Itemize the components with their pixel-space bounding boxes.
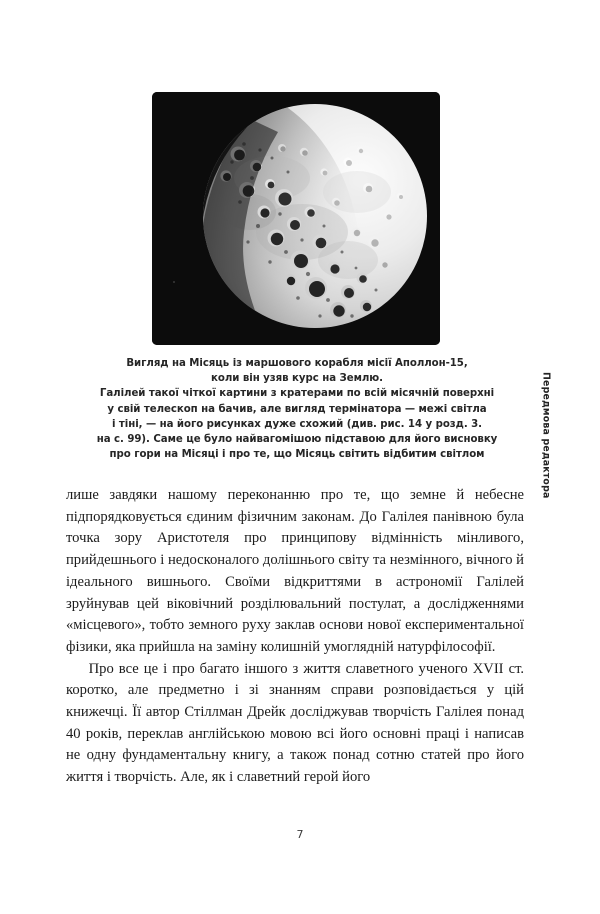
- body-text: [66, 485, 524, 789]
- figure-caption: [62, 356, 532, 462]
- running-head: [536, 372, 556, 502]
- figure-block: [152, 92, 440, 345]
- caption-line-6: на с. 99). Саме це було найвагомішою підставою для його висновку: [96, 434, 498, 446]
- caption-line-1: Вигляд на Місяць із маршового корабля місії Аполлон-15,: [126, 358, 468, 369]
- running-head-label: Передмова редактора: [540, 372, 552, 499]
- caption-line-2: коли він узяв курс на Землю.: [211, 373, 383, 385]
- paragraph-1: лише завдяки нашому переконанню про те, що земне й небесне підпорядковується єдиним фізичним законам. До Галілея панівною була точка зору Аристотеля про принципову відмінність мінливого, прийдешнього і недосконалого долішнього світу та незмінного, вічного й ідеального вишнього. Своїми відкриттями в астрономії Галілей зруйнував цей віковічний розділювальний постулат, а дослідженнями «місцевого», тобто земного руху заклав основи нової експериментальної фізики, яка прийшла на заміну колишній умоглядній натурфілософії.: [66, 487, 524, 655]
- caption-line-3: Галілей такої чіткої картини з кратерами по всій місячній поверхні: [99, 388, 495, 400]
- paragraph-2: Про все це і про багато іншого з життя славетного ученого XVII ст. коротко, але предметно і зі знанням справи розповідається у цій книжечці. Її автор Стіллман Дрейк досліджував творчість Галілея понад 40 років, переклав англійською мовою всі його основні праці і написав не одну фундаментальну книгу, а також понад сотню статей про його життя і творчість. Але, як і славетний герой його: [66, 660, 524, 786]
- caption-line-7: про гори на Місяці і про те, що Місяць світить відбитим світлом: [109, 449, 485, 461]
- moon-illustration: [152, 92, 440, 345]
- caption-line-5: і тіні, — на його рисунках дуже схожий (див. рис. 14 у розд. 3.: [111, 418, 483, 430]
- moon-photograph: [152, 92, 440, 345]
- caption-line-4: у свій телескоп на бачив, але вигляд термінатора — межі світла: [107, 403, 487, 415]
- page-number: 7: [296, 828, 304, 841]
